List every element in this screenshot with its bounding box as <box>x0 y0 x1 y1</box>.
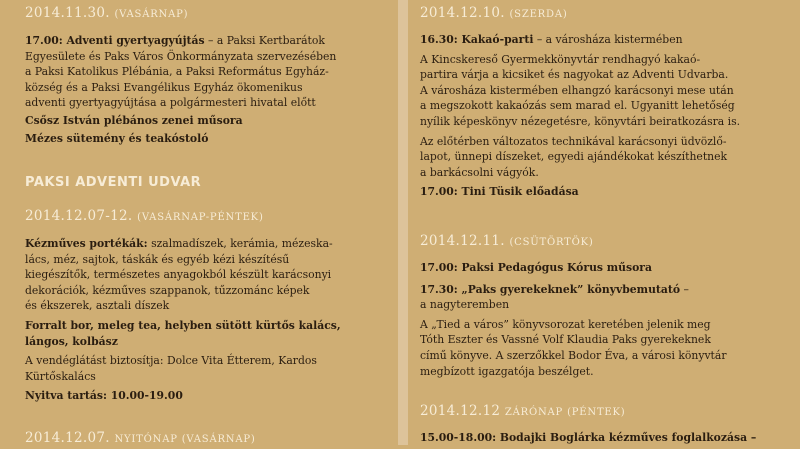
event-kezmuves-foglalkozas <box>420 430 785 446</box>
day-text: (CSÜTÖRTÖK) <box>509 237 594 248</box>
event-title: 15.00-18.00: Bodajki Boglárka kézműves foglalkozása – <box>420 431 757 444</box>
date-text: 2014.12.07-12. <box>25 208 133 224</box>
event-text: Tóth Eszter és Vassné Volf Klaudia Paks gyerekeknek <box>420 333 711 347</box>
date-text: 2014.12.12 <box>420 403 501 419</box>
event-adventi-gyertyagyujtas <box>25 33 385 146</box>
day-text: ZÁRÓNAP (PÉNTEK) <box>504 407 626 418</box>
event-text: című könyve. A szerzőkkel Bodor Éva, a városi könyvtár <box>420 348 727 362</box>
event-title: 17.00: Paksi Pedagógus Kórus műsora <box>420 261 652 274</box>
event-text: szalmadíszek, kerámia, mézeska- <box>147 237 333 250</box>
event-title: 17.00: Tini Tüsik előadása <box>420 185 579 199</box>
opening-hours: Nyitva tartás: 10.00-19.00 <box>25 389 183 403</box>
event-text: a Paksi Katolikus Plébánia, a Paksi Református Egyház- <box>25 65 329 79</box>
event-kakao-parti <box>420 32 785 200</box>
event-text: nyílik képeskönyv nézegetésre, könyvtári beiratkozásra is. <box>420 114 741 128</box>
event-pedagogus-korus <box>420 260 785 379</box>
column-divider <box>398 0 408 445</box>
event-text: község és a Paksi Evangélikus Egyház ökomenikus <box>25 80 303 94</box>
date-heading <box>25 207 264 227</box>
event-text: megbízott igazgatója beszélget. <box>420 364 594 378</box>
date-heading <box>420 4 568 24</box>
date-heading <box>420 402 626 422</box>
event-text: A városháza kistermében elhangzó karácsonyi mese után <box>420 83 734 97</box>
event-text: – <box>680 282 689 296</box>
event-text: partira várja a kicsiket és nagyokat az Adventi Udvarba. <box>420 68 729 82</box>
event-text: – a Paksi Kertbarátok <box>204 34 325 47</box>
event-text: lapot, ünnepi díszeket, egyedi ajándékokat készíthetnek <box>420 150 728 164</box>
event-location: a nagyteremben <box>420 298 510 312</box>
event-text: lács, méz, sajtok, táskák és egyéb kézi készítésű <box>25 252 290 266</box>
day-text: (SZERDA) <box>509 9 568 20</box>
event-text: a megszokott kakaózás sem marad el. Ugyanitt lehetőség <box>420 99 735 113</box>
event-text: és ékszerek, asztali díszek <box>25 299 170 313</box>
date-heading <box>25 4 188 24</box>
date-heading <box>420 232 594 252</box>
event-text: kiegészítők, természetes anyagokból készült karácsonyi <box>25 268 332 282</box>
event-text: Egyesülete és Paks Város Önkormányzata szervezésében <box>25 49 337 63</box>
event-highlight: Mézes sütemény és teakóstoló <box>25 131 209 145</box>
date-heading <box>25 429 256 449</box>
event-highlight: Forralt bor, meleg tea, helyben sütött kürtős kalács, <box>25 318 341 332</box>
event-text: dekorációk, kézműves szappanok, tűzzománc képek <box>25 283 310 297</box>
day-text: (VASÁRNAP) <box>114 9 189 20</box>
event-text: adventi gyertyagyújtása a polgármesteri hivatal előtt <box>25 96 316 110</box>
event-title: 17.30: „Paks gyerekeknek” könyvbemutató <box>420 282 681 296</box>
event-text: A vendéglátást biztosítja: Dolce Vita Étterem, Kardos <box>25 354 317 368</box>
day-text: NYITÓNAP (VASÁRNAP) <box>114 434 256 445</box>
event-crafts <box>25 236 385 404</box>
event-text: Kürtőskalács <box>25 369 96 383</box>
event-title: 16.30: Kakaó-parti <box>420 33 534 46</box>
event-highlight: Csősz István plébános zenei műsora <box>25 113 243 127</box>
event-text: a barkácsolni vágyók. <box>420 165 539 179</box>
date-text: 2014.12.11. <box>420 233 505 249</box>
event-text: Az előtérben változatos technikával karácsonyi üdvözlő- <box>420 134 727 148</box>
date-text: 2014.12.10. <box>420 5 505 21</box>
day-text: (VASÁRNAP-PÉNTEK) <box>137 212 264 223</box>
date-text: 2014.11.30. <box>25 5 110 21</box>
event-highlight: lángos, kolbász <box>25 334 118 348</box>
event-location: – a városháza kistermében <box>533 33 683 46</box>
section-title: PAKSI ADVENTI UDVAR <box>25 175 202 190</box>
date-text: 2014.12.07. <box>25 430 110 446</box>
event-title: Kézműves portékák: <box>25 237 148 250</box>
event-text: A „Tied a város” könyvsorozat keretében jelenik meg <box>420 317 711 331</box>
event-title: 17.00: Adventi gyertyagyújtás <box>25 34 205 47</box>
event-text: A Kincskereső Gyermekkönyvtár rendhagyó kakaó- <box>420 52 701 66</box>
